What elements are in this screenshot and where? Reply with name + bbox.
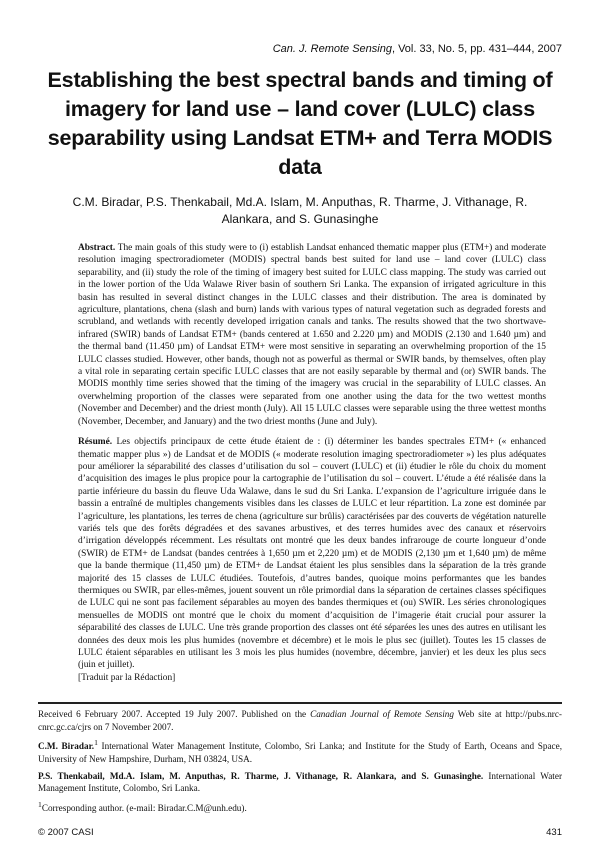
affiliation-2 — [38, 770, 562, 795]
page-footer — [38, 827, 562, 839]
copyright: © 2007 CASI — [38, 826, 94, 838]
translation-note: [Traduit par la Rédaction] — [78, 672, 176, 683]
footnote-marker: 1 — [94, 738, 98, 748]
abstract-text: The main goals of this study were to (i) establish Landsat enhanced thematic mapper plus (ETM+) and moderate resolution imaging spectroradiometer (MODIS) spectral bands best suited for land use – land cover (LULC) class separability, and (ii) study the role of the timing of imagery best suited for LULC class mapping. The study was carried out in the lower portion of the Uda Walawe River basin of southern Sri Lanka. The expansion of irrigated agriculture in this basin has resulted in several distinct changes in the LULC classes and their distribution. The area is dominated by agriculture, plantations, chena (slash and burn) lands with various types of natural vegetation such as degraded forests and scrubland, and wetlands with recently developed irrigation canals and tanks. The results showed that the two shortwave-infrared (SWIR) bands of Landsat ETM+ (bands centered at 1.650 and 2.220 µm) and MODIS (2.130 and 1.640 µm) and the thermal band (11.450 µm) of Landsat ETM+ were most sensitive in separating an overwhelming proportion of the 15 LULC classes studied. However, other bands, though not as powerful as thermal or SWIR bands, by themselves, often play a vital role in separating certain specific LULC classes that are not easily separable by thermal and (or) SWIR bands. The MODIS monthly time series showed that the timing of the imagery was crucial in the separability of LULC classes. An overwhelming proportion of the classes were separated from one another using the data for the two wettest months (November and December) and the driest month (July). All 15 LULC classes were separable using the three wettest months (November, December, and January) and the two driest months (June and July). — [78, 243, 546, 427]
affiliation-1 — [38, 737, 562, 765]
paper-title: Establishing the best spectral bands and timing of imagery for land use – land cover (LULC) class separability using Landsat ETM+ and Terra MODIS data — [47, 68, 553, 179]
journal-name: Can. J. Remote Sensing — [272, 43, 392, 55]
footnote-divider — [38, 702, 562, 704]
footnote-marker: 1 — [38, 799, 42, 809]
received-text-end: Web site at http://pubs.nrc-cnrc.gc.ca/cjrs on 7 November 2007. — [38, 709, 562, 732]
abstract-label: Abstract. — [78, 243, 116, 253]
affiliation-2-text: International Water Management Institute, Colombo, Sri Lanka. — [38, 770, 563, 794]
received-text: Received 6 February 2007. Accepted 19 July 2007. Published on the — [38, 709, 311, 720]
affiliation-2-names: P.S. Thenkabail, Md.A. Islam, M. Anputhas, R. Tharme, J. Vithanage, R. Alankara, and S. Gunasinghe. — [38, 770, 484, 781]
corresponding-text: Corresponding author. (e-mail: Biradar.C.M@unh.edu). — [41, 802, 247, 813]
affiliation-1-name: C.M. Biradar. — [38, 741, 95, 752]
affiliation-1-text: International Water Management Institute, Colombo, Sri Lanka; and Institute for the Study of Earth, Oceans and Space, University of New Hampshire, Durham, NH 03824, USA. — [38, 741, 562, 765]
journal-citation — [38, 42, 562, 56]
corresponding-author — [38, 799, 562, 815]
resume-label: Résumé. — [78, 437, 113, 448]
resume — [78, 436, 546, 684]
author-list: C.M. Biradar, P.S. Thenkabail, Md.A. Islam, M. Anputhas, R. Tharme, J. Vithanage, R. Alankara, and S. Gunasinghe — [72, 195, 528, 226]
page-number: 431 — [546, 826, 562, 838]
journal-details: , Vol. 33, No. 5, pp. 431–444, 2007 — [391, 43, 562, 55]
journal-link-name: Canadian Journal of Remote Sensing — [310, 709, 454, 720]
abstract — [78, 242, 546, 428]
received-note — [38, 708, 562, 733]
resume-text: Les objectifs principaux de cette étude étaient de : (i) déterminer les bandes spectrales ETM+ (« enhanced thematic mapper plus ») de Landsat et de MODIS (« moderate resolution imaging spectroradiometer ») les plus adéquates pour améliorer la séparabilité des classes d’utilisation du sol – couvert (LULC) et (ii) étudier le rôle du choix du moment d’acquisition des images le plus propice pour la cartographie de l’utilisation du sol – couvert. L’étude a été réalisée dans la partie inférieure du bassin du fleuve Uda Walawe, dans le sud du Sri Lanka. L’expansion de l’agriculture irriguée dans le bassin a entraîné de multiples changements visibles dans les classes de LULC et leur répartition. La zone est dominée par l’agriculture, les plantations, les terres de chena (agriculture sur brûlis) caractérisées par des couverts de végétation naturelle variés tels que des forêts dégradées et des savanes arbustives, et des terres humides avec des canaux et réservoirs d’irrigation développés récemment. Les résultats ont montré que les deux bandes infrarouge de courte longueur d’onde (SWIR) de ETM+ de Landsat (bandes centrées à 1,650 µm et 2,220 µm) et de MODIS (2,130 µm et 1,640 µm) de même que la bande thermique (11,450 µm) de ETM+ de Landsat étaient les plus sensibles dans la séparation de la très grande majorité des 15 classes de LULC étudiées. Toutefois, d’autres bandes, quoique moins performantes que les bandes thermiques ou SWIR, par elles-mêmes, jouent souvent un rôle primordial dans la séparation de certaines classes spécifiques de LULC qui ne sont pas facilement séparables au moyen des bandes thermiques et (ou) SWIR. Les séries chronologiques mensuelles de MODIS ont montré que le choix du moment d’acquisition de l’imagerie était crucial pour assurer la séparabilité des classes de LULC. Une très grande proportion des classes ont été séparées les unes des autres en utilisant les données des deux mois les plus humides (novembre et décembre) et le mois le plus sec (juillet). Toutes les 15 classes de LULC étaient séparables en utilisant les 3 mois les plus humides (novembre, décembre, janvier) et les deux les plus secs (juin et juillet). — [78, 437, 546, 671]
